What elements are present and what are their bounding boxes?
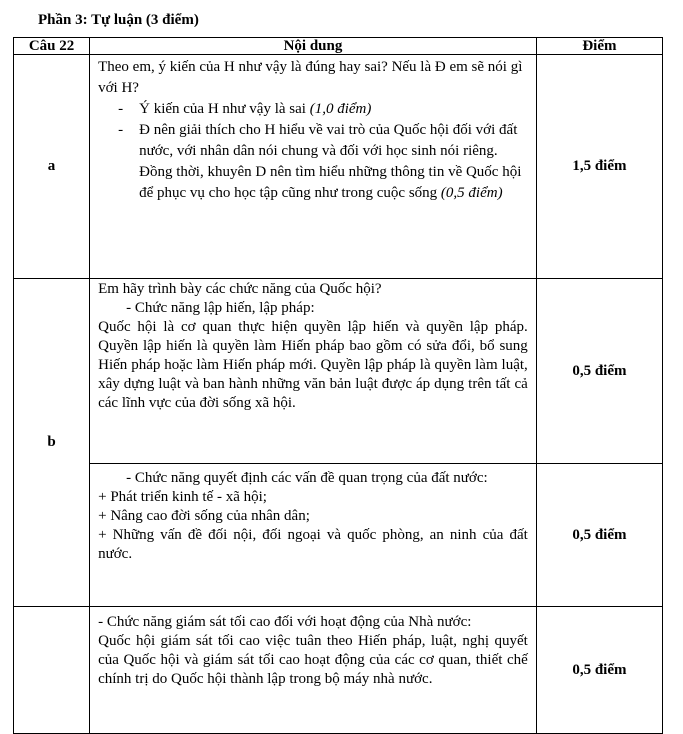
row-b2-item-1: + Phát triển kinh tế - xã hội; (98, 489, 267, 505)
row-b1-question: Em hãy trình bày các chức năng của Quốc hội? (98, 281, 382, 297)
table-header-row (14, 38, 663, 55)
header-content: Nội dung (90, 38, 537, 55)
row-a-score: 1,5 điểm (536, 55, 662, 279)
row-a-bullet-1-text: Ý kiến của H như vậy là sai (139, 101, 310, 117)
header-score: Điểm (536, 38, 662, 55)
answer-table (13, 37, 663, 734)
row-b2-bullet: - Chức năng quyết định các vấn đề quan trọng của đất nước: (126, 470, 488, 486)
row-b2-content (90, 464, 537, 607)
row-label-a: a (14, 55, 90, 279)
header-question: Câu 22 (14, 38, 90, 55)
row-b3-label (14, 607, 90, 734)
row-b3-score: 0,5 điểm (536, 607, 662, 734)
row-a-bullet-2: - Đ nên giải thích cho H hiểu về vai trò của Quốc hội đối với đất nước, với nhân dân nói chung và đối với học sinh nói riêng. Đồng thời, khuyên D nên tìm hiểu những thông tin về Quốc hội để phục vụ cho học tập cũng như trong cuộc sống (0,5 điểm) (118, 122, 522, 201)
row-a-bullet-2-text: Đ nên giải thích cho H hiểu về vai trò của Quốc hội đối với đất nước, với nhân dân nói chung và đối với học sinh nói riêng. Đồng thời, khuyên D nên tìm hiểu những thông tin về Quốc hội để phục vụ cho học tập cũng như trong cuộc sống (139, 122, 522, 201)
row-b1-body: Quốc hội là cơ quan thực hiện quyền lập hiến và quyền lập pháp. Quyền lập hiến là quyền làm Hiến pháp bao gồm có sửa đổi, bổ sung Hiến pháp hoặc làm Hiến pháp mới. Quyền lập pháp là quyền làm luật, xây dựng luật và ban hành những văn bản luật được áp dụng trên tất cả các lĩnh vực của đời sống xã hội. (98, 319, 528, 411)
section-heading: Phần 3: Tự luận (3 điểm) (38, 12, 199, 28)
row-b3-content (90, 607, 537, 734)
table-row-b1 (14, 279, 663, 464)
row-a-bullet-1-score: (1,0 điểm) (309, 101, 372, 117)
row-a-bullet-2-score: (0,5 điểm) (440, 185, 503, 201)
row-b2-item-2: + Nâng cao đời sống của nhân dân; (98, 508, 310, 524)
row-label-b: b (14, 279, 90, 607)
table-row-b3 (14, 607, 663, 734)
row-b2-item-3: + Những vấn đề đối nội, đối ngoại và quốc phòng, an ninh của đất nước. (98, 527, 528, 562)
row-b1-score: 0,5 điểm (536, 279, 662, 464)
row-a-bullet-1: - Ý kiến của H như vậy là sai (1,0 điểm) (118, 101, 372, 117)
table-row-a (14, 55, 663, 279)
row-b1-bullet: - Chức năng lập hiến, lập pháp: (126, 300, 315, 316)
row-b2-score: 0,5 điểm (536, 464, 662, 607)
row-b1-content (90, 279, 537, 464)
row-a-content (90, 55, 537, 279)
row-a-question: Theo em, ý kiến của H như vậy là đúng hay sai? Nếu là Đ em sẽ nói gì với H? (98, 59, 523, 96)
row-b3-body: Quốc hội giám sát tối cao việc tuân theo Hiến pháp, luật, nghị quyết của Quốc hội và giám sát tối cao hoạt động của các cơ quan, thiết chế chính trị do Quốc hội thành lập trong bộ máy nhà nước. (98, 633, 528, 687)
table-row-b2 (14, 464, 663, 607)
row-b3-line-1: - Chức năng giám sát tối cao đối với hoạt động của Nhà nước: (98, 614, 472, 630)
